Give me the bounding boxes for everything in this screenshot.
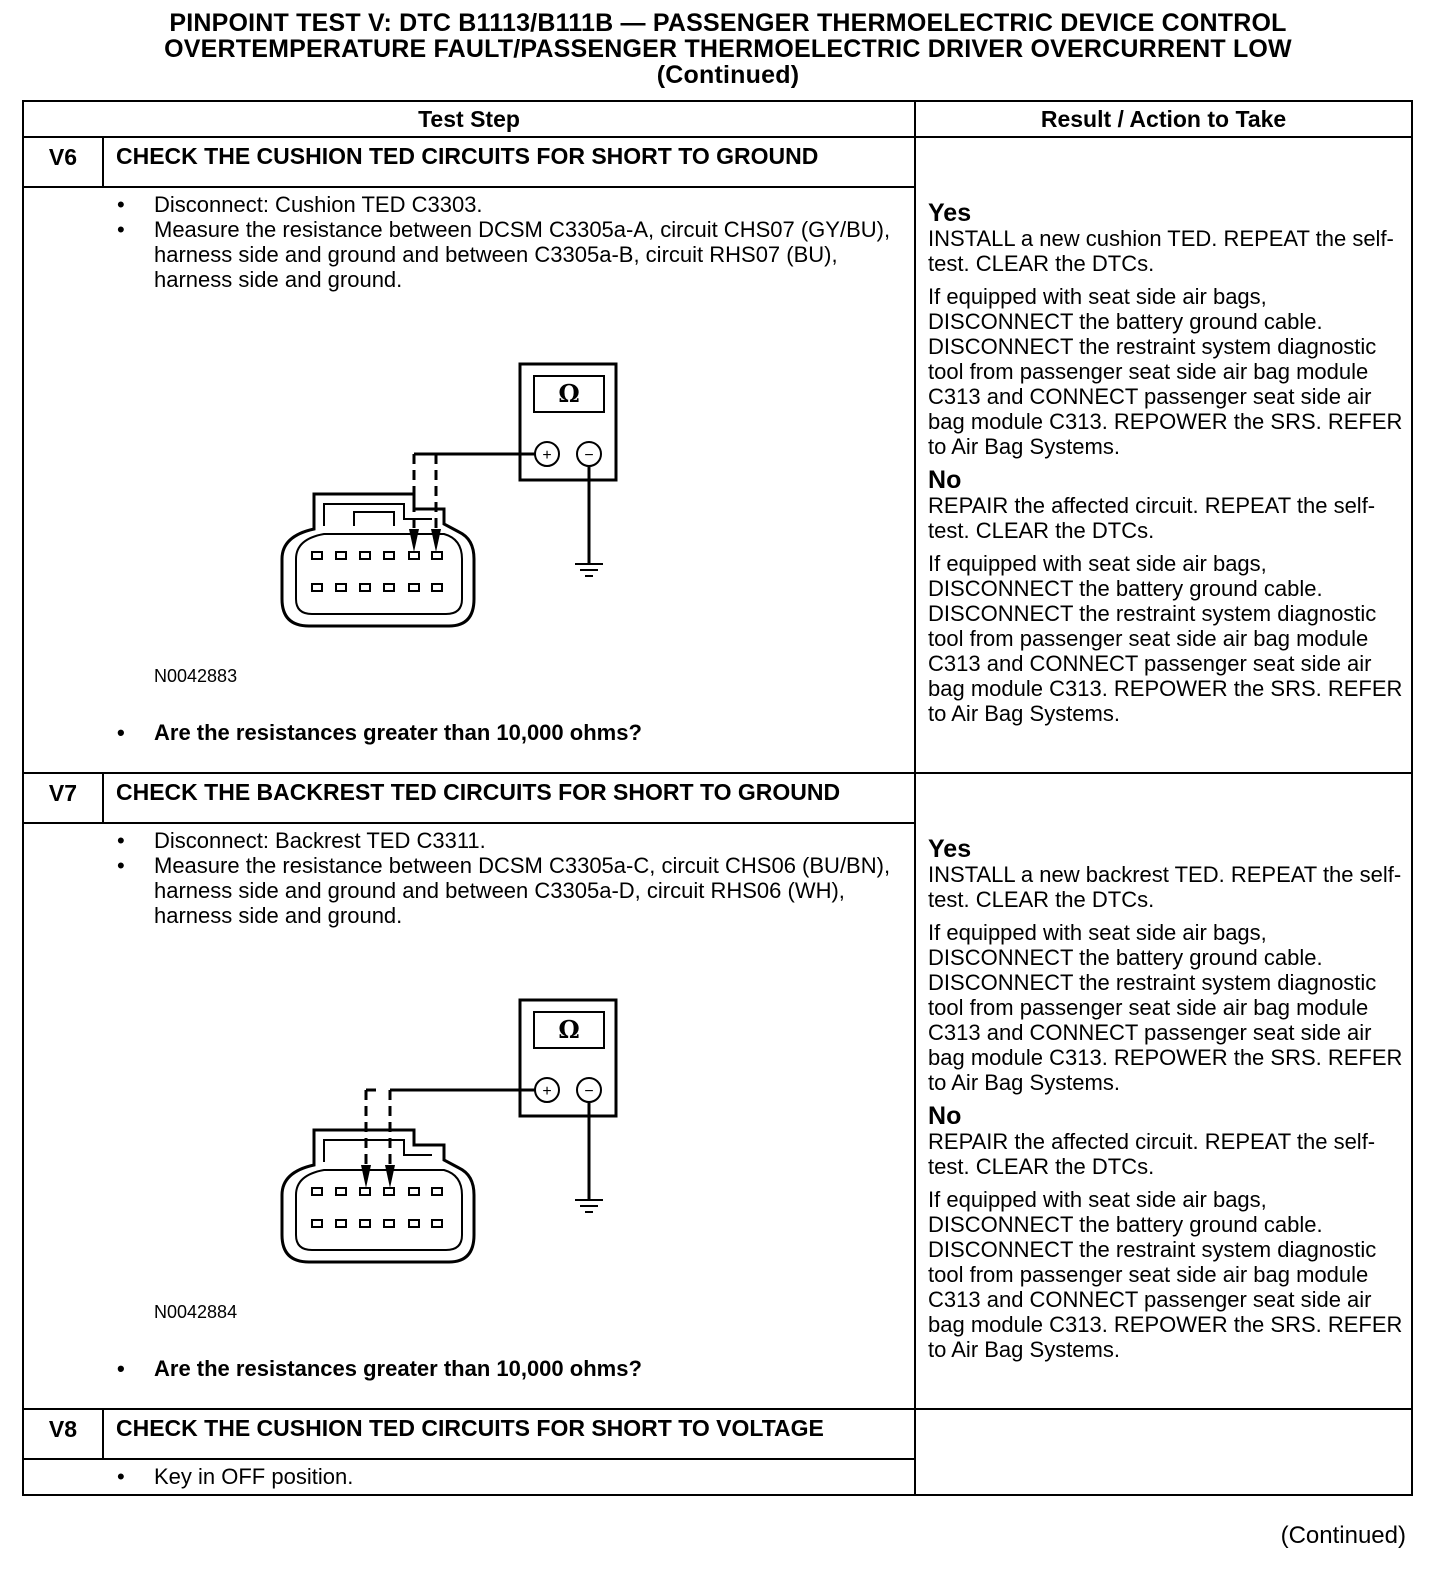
step-question: • Are the resistances greater than 10,000 ohms?: [24, 1356, 954, 1381]
step-question: • Are the resistances greater than 10,000 ohms?: [24, 720, 954, 745]
yes-label: Yes: [928, 199, 972, 227]
step-bullet: • Measure the resistance between DCSM C3305a-C, circuit CHS06 (BU/BN), harness side and ground and between C3305a-D, circuit RHS06 (WH), harness side and ground.: [24, 853, 914, 928]
probe-tip: [361, 1165, 371, 1188]
page-title: [0, 10, 1456, 88]
step-heading: CHECK THE CUSHION TED CIRCUITS FOR SHORT TO VOLTAGE: [103, 1409, 915, 1459]
ohm-symbol: Ω: [558, 1015, 580, 1044]
result-cell: [915, 1409, 1412, 1495]
step-bullet: • Disconnect: Backrest TED C3311.: [24, 828, 914, 853]
step-heading: CHECK THE BACKREST TED CIRCUITS FOR SHORT TO GROUND: [103, 773, 915, 823]
no-note: If equipped with seat side air bags, DISCONNECT the battery ground cable. DISCONNECT the restraint system diagnostic tool from passenger seat side air bag module C313 and CONNECT passenger seat side air bag module C313. REPOWER the SRS. REFER to Air Bag Systems.: [928, 551, 1403, 726]
step-body: [23, 187, 915, 773]
connector-pins: [312, 552, 442, 591]
title-line-2: OVERTEMPERATURE FAULT/PASSENGER THERMOELECTRIC DRIVER OVERCURRENT LOW: [164, 35, 1292, 63]
yes-action: INSTALL a new backrest TED. REPEAT the self-test. CLEAR the DTCs.: [928, 862, 1402, 912]
title-line-3: (Continued): [656, 61, 800, 89]
minus-symbol: −: [584, 447, 594, 464]
ohmmeter-diagram: [254, 990, 634, 1270]
step-bullet: • Key in OFF position.: [24, 1464, 914, 1489]
probe-tip: [431, 529, 441, 552]
no-note: If equipped with seat side air bags, DISCONNECT the battery ground cable. DISCONNECT the restraint system diagnostic tool from passenger seat side air bag module C313 and CONNECT passenger seat side air bag module C313. REPOWER the SRS. REFER to Air Bag Systems.: [928, 1187, 1403, 1362]
connector-outline: [282, 494, 474, 626]
no-label: No: [928, 1102, 962, 1130]
result-cell: [915, 137, 1412, 773]
no-action: REPAIR the affected circuit. REPEAT the self-test. CLEAR the DTCs.: [928, 1129, 1376, 1179]
step-body: [23, 1459, 915, 1495]
plus-symbol: +: [542, 447, 552, 464]
step-id: V7: [23, 773, 103, 823]
result-cell: [915, 773, 1412, 1409]
figure-code: N0042884: [154, 1302, 238, 1322]
step-id: V6: [23, 137, 103, 187]
step-body: [23, 823, 915, 1409]
step-bullet: • Disconnect: Cushion TED C3303.: [24, 192, 914, 217]
yes-action: INSTALL a new cushion TED. REPEAT the self-test. CLEAR the DTCs.: [928, 226, 1394, 276]
yes-note: If equipped with seat side air bags, DISCONNECT the battery ground cable. DISCONNECT the restraint system diagnostic tool from passenger seat side air bag module C313 and CONNECT passenger seat side air bag module C313. REPOWER the SRS. REFER to Air Bag Systems.: [928, 284, 1403, 459]
ohm-symbol: Ω: [558, 379, 580, 408]
connector-outline: [282, 1130, 474, 1262]
column-header-result: Result / Action to Take: [915, 101, 1412, 137]
column-header-test-step: Test Step: [23, 101, 915, 137]
step-heading: CHECK THE CUSHION TED CIRCUITS FOR SHORT TO GROUND: [103, 137, 915, 187]
step-id: V8: [23, 1409, 103, 1459]
probe-tip: [409, 529, 419, 552]
no-label: No: [928, 466, 962, 494]
step-bullet: • Measure the resistance between DCSM C3305a-A, circuit CHS07 (GY/BU), harness side and ground and between C3305a-B, circuit RHS07 (BU), harness side and ground.: [24, 217, 914, 292]
continued-footer: (Continued): [1280, 1522, 1406, 1549]
plus-symbol: +: [542, 1083, 552, 1100]
no-action: REPAIR the affected circuit. REPEAT the self-test. CLEAR the DTCs.: [928, 493, 1376, 543]
title-line-1: PINPOINT TEST V: DTC B1113/B111B — PASSENGER THERMOELECTRIC DEVICE CONTROL: [169, 9, 1287, 37]
connector-pins: [312, 1188, 442, 1227]
probe-tip: [385, 1165, 395, 1188]
pinpoint-test-table: [22, 100, 1413, 1496]
figure-code: N0042883: [154, 666, 238, 686]
minus-symbol: −: [584, 1083, 594, 1100]
yes-note: If equipped with seat side air bags, DISCONNECT the battery ground cable. DISCONNECT the restraint system diagnostic tool from passenger seat side air bag module C313 and CONNECT passenger seat side air bag module C313. REPOWER the SRS. REFER to Air Bag Systems.: [928, 920, 1403, 1095]
ohmmeter-diagram: [254, 354, 634, 634]
yes-label: Yes: [928, 835, 972, 863]
